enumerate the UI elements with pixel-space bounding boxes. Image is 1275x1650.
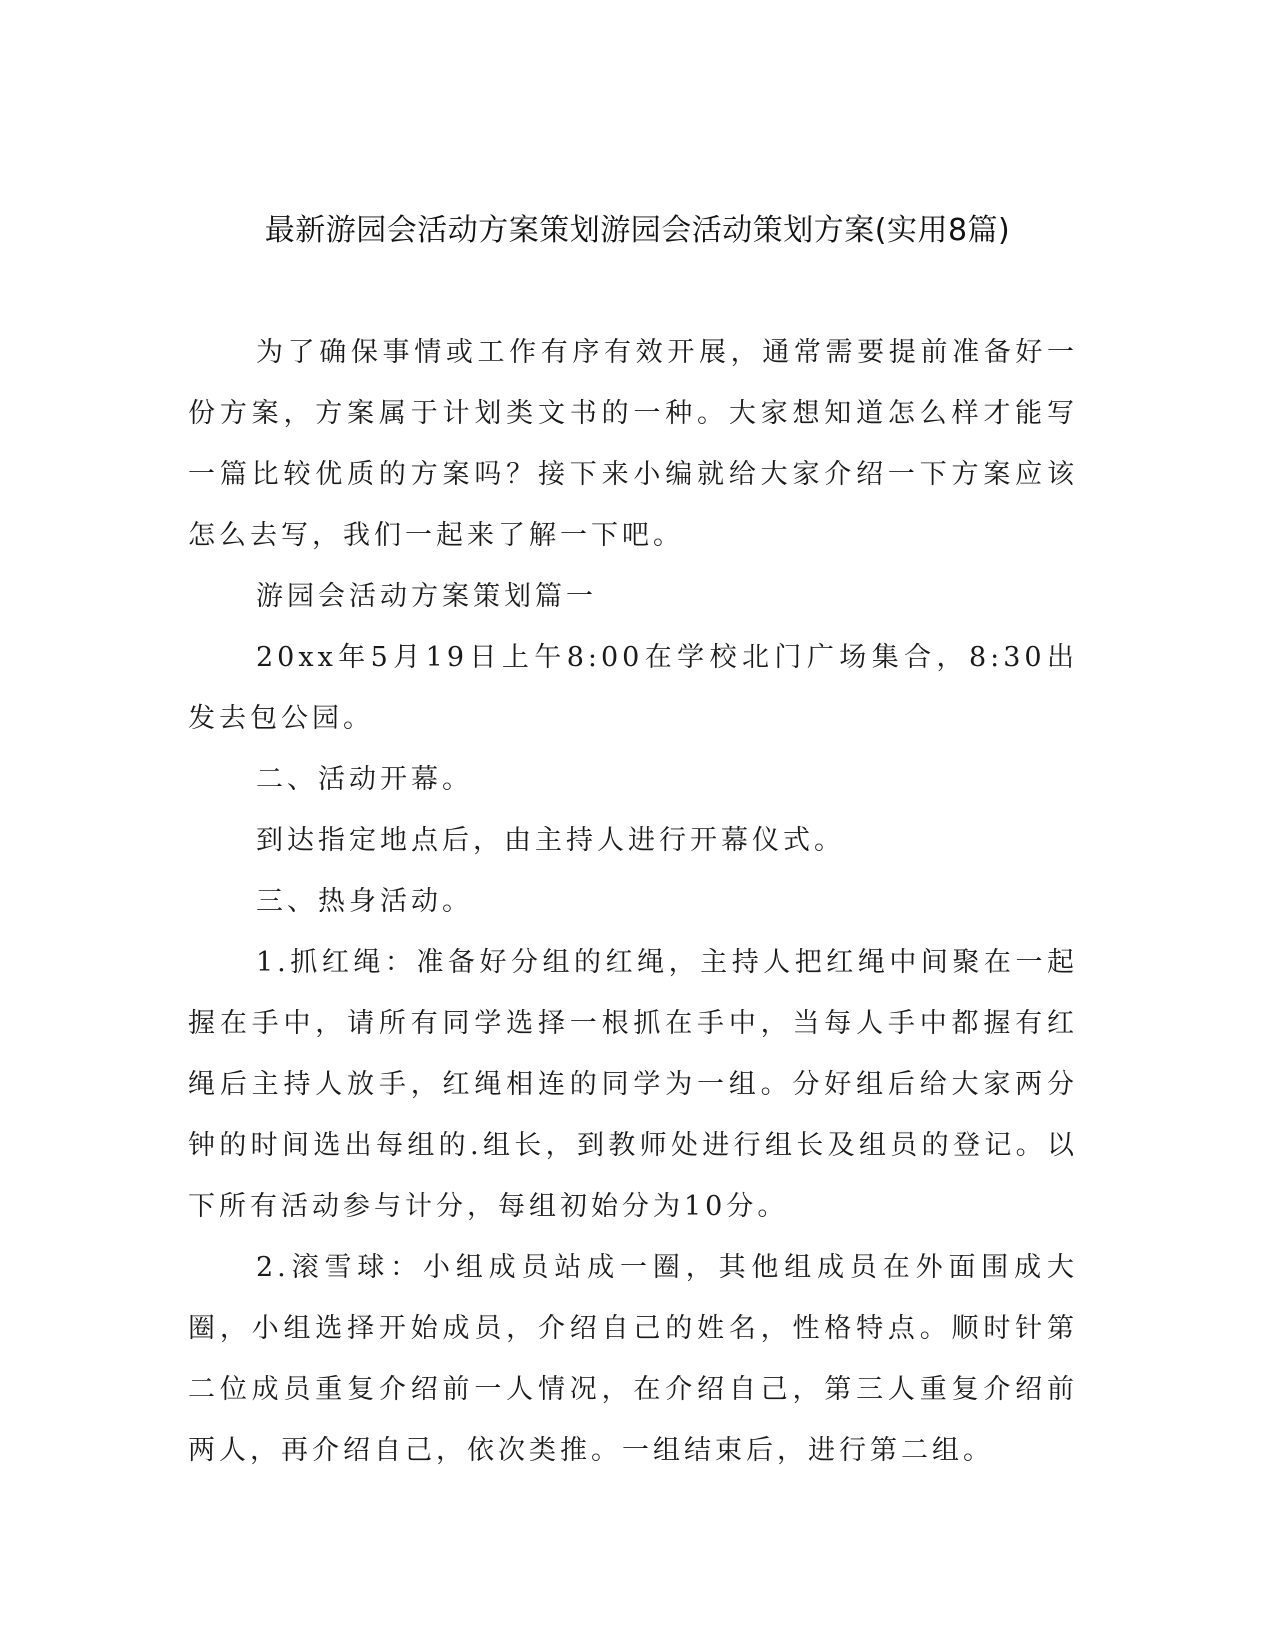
section-heading-opening: 二、活动开幕。 bbox=[256, 764, 473, 795]
opening-paragraph: 到达指定地点后，由主持人进行开幕仪式。 bbox=[256, 825, 845, 856]
section-heading-part-one: 游园会活动方案策划篇一 bbox=[256, 581, 597, 612]
activity-red-rope-paragraph: 1.抓红绳：准备好分组的红绳，主持人把红绳中间聚在一起握在手中，请所有同学选择一根抓在手中，当每人手中都握有红绳后主持人放手，红绳相连的同学为一组。分好组后给大家两分钟的时间选出每组的.组长，到教师处进行组长及组员的登记。以下所有活动参与计分，每组初始分为10分。 bbox=[188, 947, 1078, 1222]
schedule-paragraph: 20xx年5月19日上午8:00在学校北门广场集合，8:30出发去包公园。 bbox=[188, 642, 1078, 734]
document-body bbox=[188, 322, 1078, 1481]
document-title: 最新游园会活动方案策划游园会活动策划方案(实用8篇) bbox=[264, 213, 1011, 248]
intro-paragraph: 为了确保事情或工作有序有效开展，通常需要提前准备好一份方案，方案属于计划类文书的一种。大家想知道怎么样才能写一篇比较优质的方案吗？接下来小编就给大家介绍一下方案应该怎么去写，我们一起来了解一下吧。 bbox=[188, 337, 1078, 551]
activity-snowball-paragraph: 2.滚雪球：小组成员站成一圈，其他组成员在外面围成大圈，小组选择开始成员，介绍自己的姓名，性格特点。顺时针第二位成员重复介绍前一人情况，在介绍自己，第三人重复介绍前两人，再介绍自己，依次类推。一组结束后，进行第二组。 bbox=[188, 1252, 1078, 1466]
section-heading-warmup: 三、热身活动。 bbox=[256, 886, 473, 917]
